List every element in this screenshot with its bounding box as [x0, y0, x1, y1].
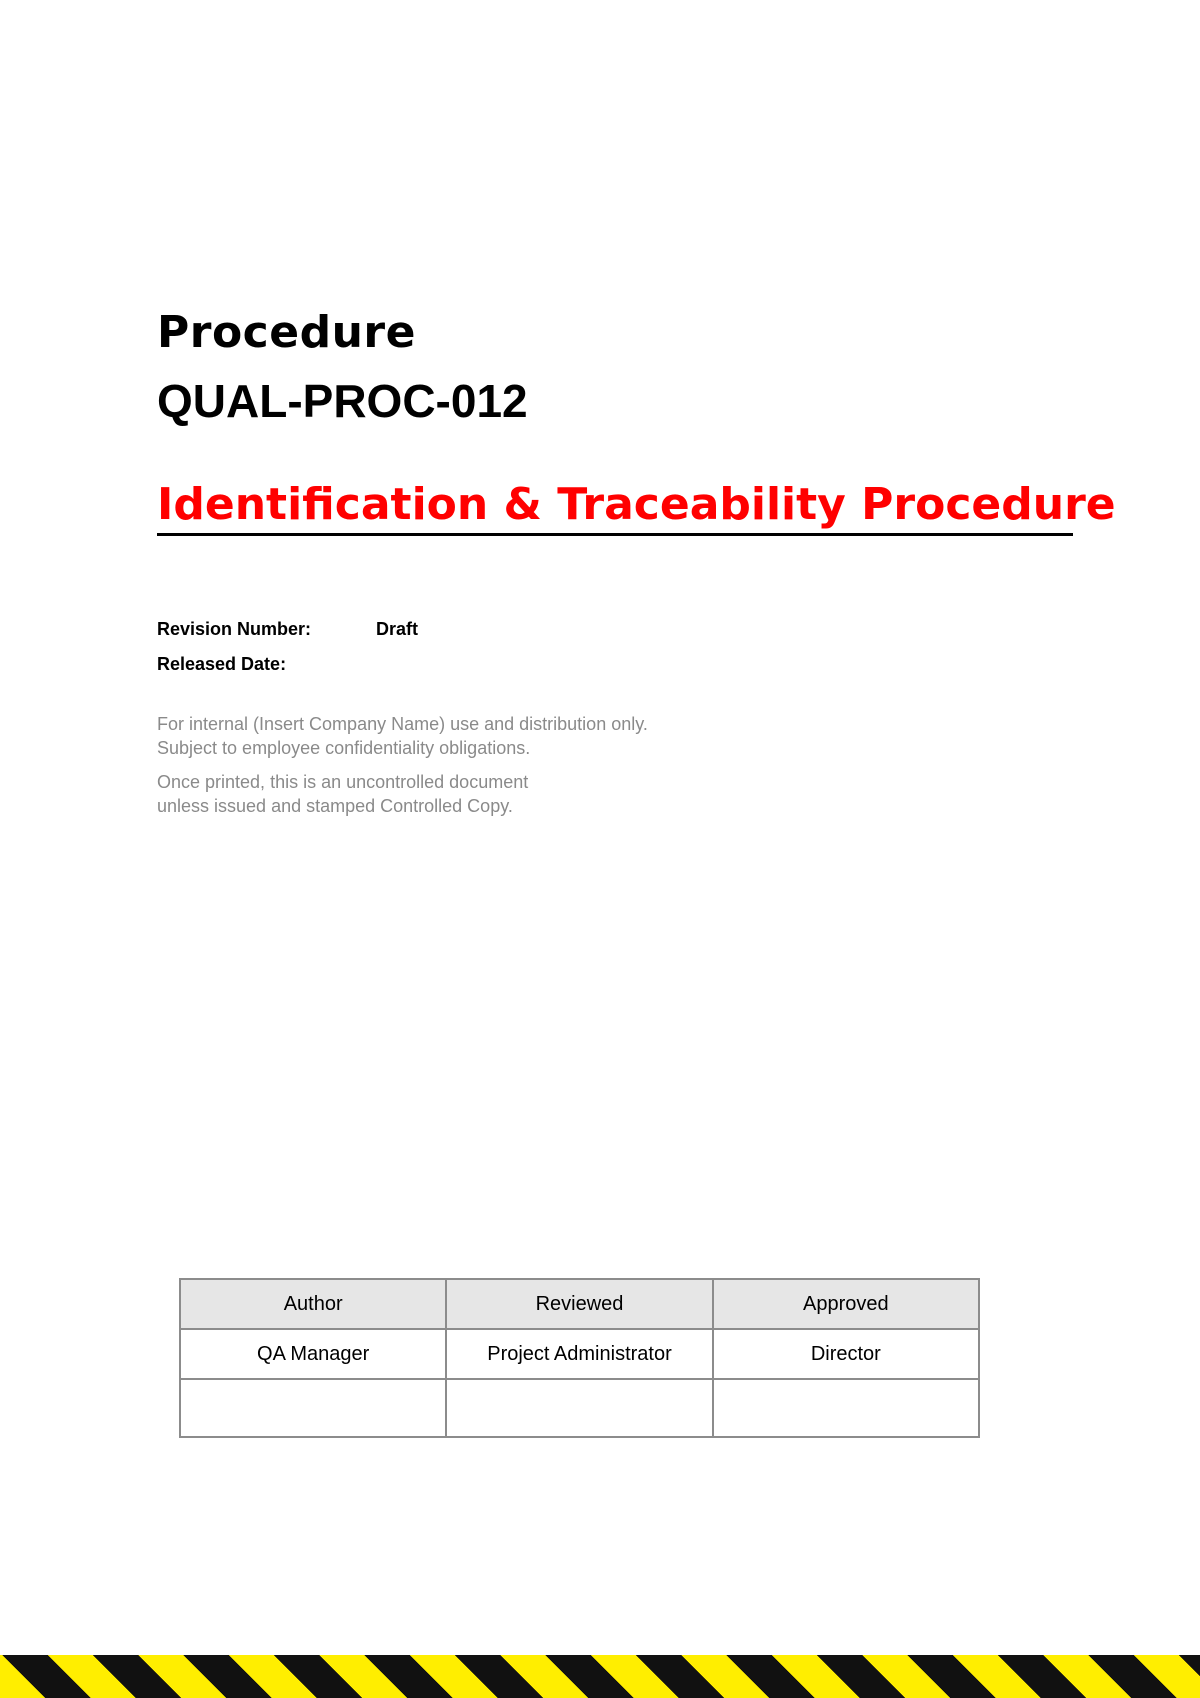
- revision-label: Revision Number:: [157, 619, 312, 639]
- role-author: QA Manager: [180, 1329, 446, 1379]
- signoff-table: [179, 1278, 980, 1438]
- released-row: [157, 653, 376, 675]
- signature-reviewer: [446, 1379, 712, 1437]
- signoff-signature-row: [180, 1379, 979, 1437]
- hazard-stripe-footer: [0, 1655, 1200, 1698]
- header-approved: Approved: [713, 1279, 979, 1329]
- control-line-2: unless issued and stamped Controlled Copy.: [157, 796, 513, 816]
- distribution-line-1: For internal (Insert Company Name) use and distribution only.: [157, 714, 648, 734]
- signature-approver: [713, 1379, 979, 1437]
- role-approver: Director: [713, 1329, 979, 1379]
- doc-type: Procedure: [157, 307, 416, 358]
- doc-title: Identification & Traceability Procedure: [157, 479, 1116, 530]
- signature-author: [180, 1379, 446, 1437]
- control-notice: [157, 770, 528, 818]
- header-reviewed: Reviewed: [446, 1279, 712, 1329]
- signoff-header-row: [180, 1279, 979, 1329]
- title-rule: [157, 533, 1073, 536]
- revision-value: Draft: [376, 619, 419, 639]
- distribution-notice: [157, 712, 648, 760]
- released-label: Released Date:: [157, 654, 287, 674]
- header-author: Author: [180, 1279, 446, 1329]
- control-line-1: Once printed, this is an uncontrolled document: [157, 772, 529, 792]
- role-reviewer: Project Administrator: [446, 1329, 712, 1379]
- doc-code: QUAL-PROC-012: [157, 375, 528, 427]
- revision-row: [157, 618, 418, 640]
- distribution-line-2: Subject to employee confidentiality obligations.: [157, 738, 531, 758]
- signoff-roles-row: [180, 1329, 979, 1379]
